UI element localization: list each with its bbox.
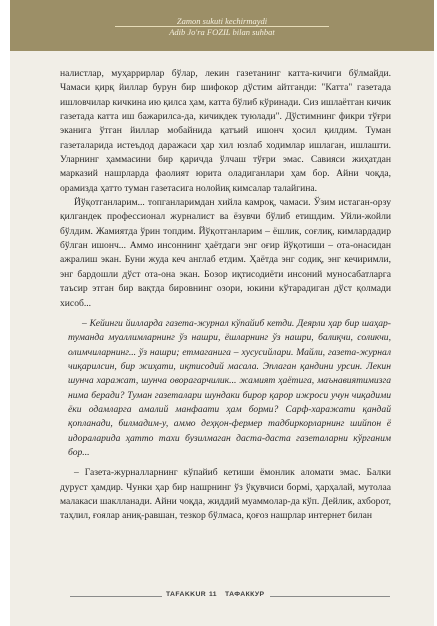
article-body bbox=[60, 67, 391, 524]
page-footer bbox=[10, 590, 434, 602]
footer-magazine-cyrillic: ТАФАККУР bbox=[225, 591, 265, 598]
interview-question: – Кейинги йилларда газета-журнал кўпайиб кетди. Деярли ҳар бир шаҳар-туманда муаллимларнинг ўз нашри, ёшларнинг ўз нашри, балиқчи, соликчи, олимчиларнинг... ўз нашри; етмаганига – хусусийлари. Майли, газета-журнал чиқарилсин, бир жиҳати, иқтисодий масала. Эплаган қандини урсин. Лекин шунча харажат, шунча оворагарчилик... жамият ҳаётига, маънавиятимизга нима беради? Туман газеталари шундаки бирор қарор ижроси учун чиқадими ёки одамларга амалий манфаати ҳам борми? Сарф-харажати қандай қопланади, билмадим-у, аммо деҳқон-фермер тадбиркорларнинг шийпон ё идораларида ҳатто тахи бузилмаган даста-даста газеталарни кўрганим бор... bbox=[68, 317, 391, 458]
header-subtitle: Adib Jo'ra FOZIL bilan suhbat bbox=[169, 27, 275, 37]
header-title: Zamon sukuti kechirmaydi bbox=[176, 16, 268, 26]
running-header bbox=[10, 0, 434, 51]
paragraph: – Газета-журналларнинг кўпайиб кетиши ёмонлик аломати эмас. Балки дуруст ҳамдир. Чунки ҳар бир нашрнинг ўз ўқувчиси бормi, ҳарҳалай, мутолаа малакаси шаклланади. Айни чоқда, жиддий муаммолар-да кўп. Дейлик, ахборот, таҳлил, ғоялар аниқ-равшан, тезкор бўлмаса, қоғоз нашрлар интернет билан bbox=[60, 467, 391, 522]
paragraph: Йўқотганларим... топганларимдан хийла камроқ, чамаси. Ўзим истаган-орзу қилгандек профессионал журналист ва ёзувчи бўлиб етишдим. Уйли-жойли бўлдим. Жамиятда ўрин топдим. Йўқотганларим – ёшлик, соғлиқ, кимлардадир бўлган ишонч... Аммо инсоннинг ҳаётдаги энг оғир йўқотиши – ота-онасидан ажралиш экан. Буни жуда кеч англаб етдим. Ҳаётда энг содиқ, энг кечиримли, энг бардошли дўст ота-она экан. Бозор иқтисодиёти инсоний муносабатларга таъсир этган бир вақтда бировнинг озори, юкини кўтарадиган дўст қолмади хисоб... bbox=[60, 197, 391, 309]
footer-magazine-latin: TAFAKKUR bbox=[166, 591, 207, 598]
paragraph: налистлар, муҳаррирлар бўлар, лекин газетанинг катта-кичиги бўлмайди. Чамаси қирқ йиллар бурун бир шифокор дўстим айтганди: "Катта" газетада ишловчилар кичкина ию қилса ҳам, катта бўлиб кўринади. Сиз ишлаётган кичик газетада катта иш бажарилса-да, кичикдек туюлади". Дўстимнинг фикри тўғри эканига ўтган йиллар мобайнида қатъий ишонч ҳосил қилдим. Туман газеталарида истеъдод даражаси ҳар хил юзлаб ходимлар ишлаган, ишлашти. Уларнинг ҳаммасини бир қаричда ўлчаш тўғри эмас. Савияси жиҳатдан марказий нашрларда фаолият юрита оладиганлари ҳам бор. Айни чоқда, орамизда ҳатто туман газетасига нолойиқ кимсалар талайгина. bbox=[60, 68, 391, 194]
footer-rule bbox=[70, 596, 162, 597]
footer-rule bbox=[270, 596, 390, 597]
page-number: 11 bbox=[209, 591, 217, 598]
